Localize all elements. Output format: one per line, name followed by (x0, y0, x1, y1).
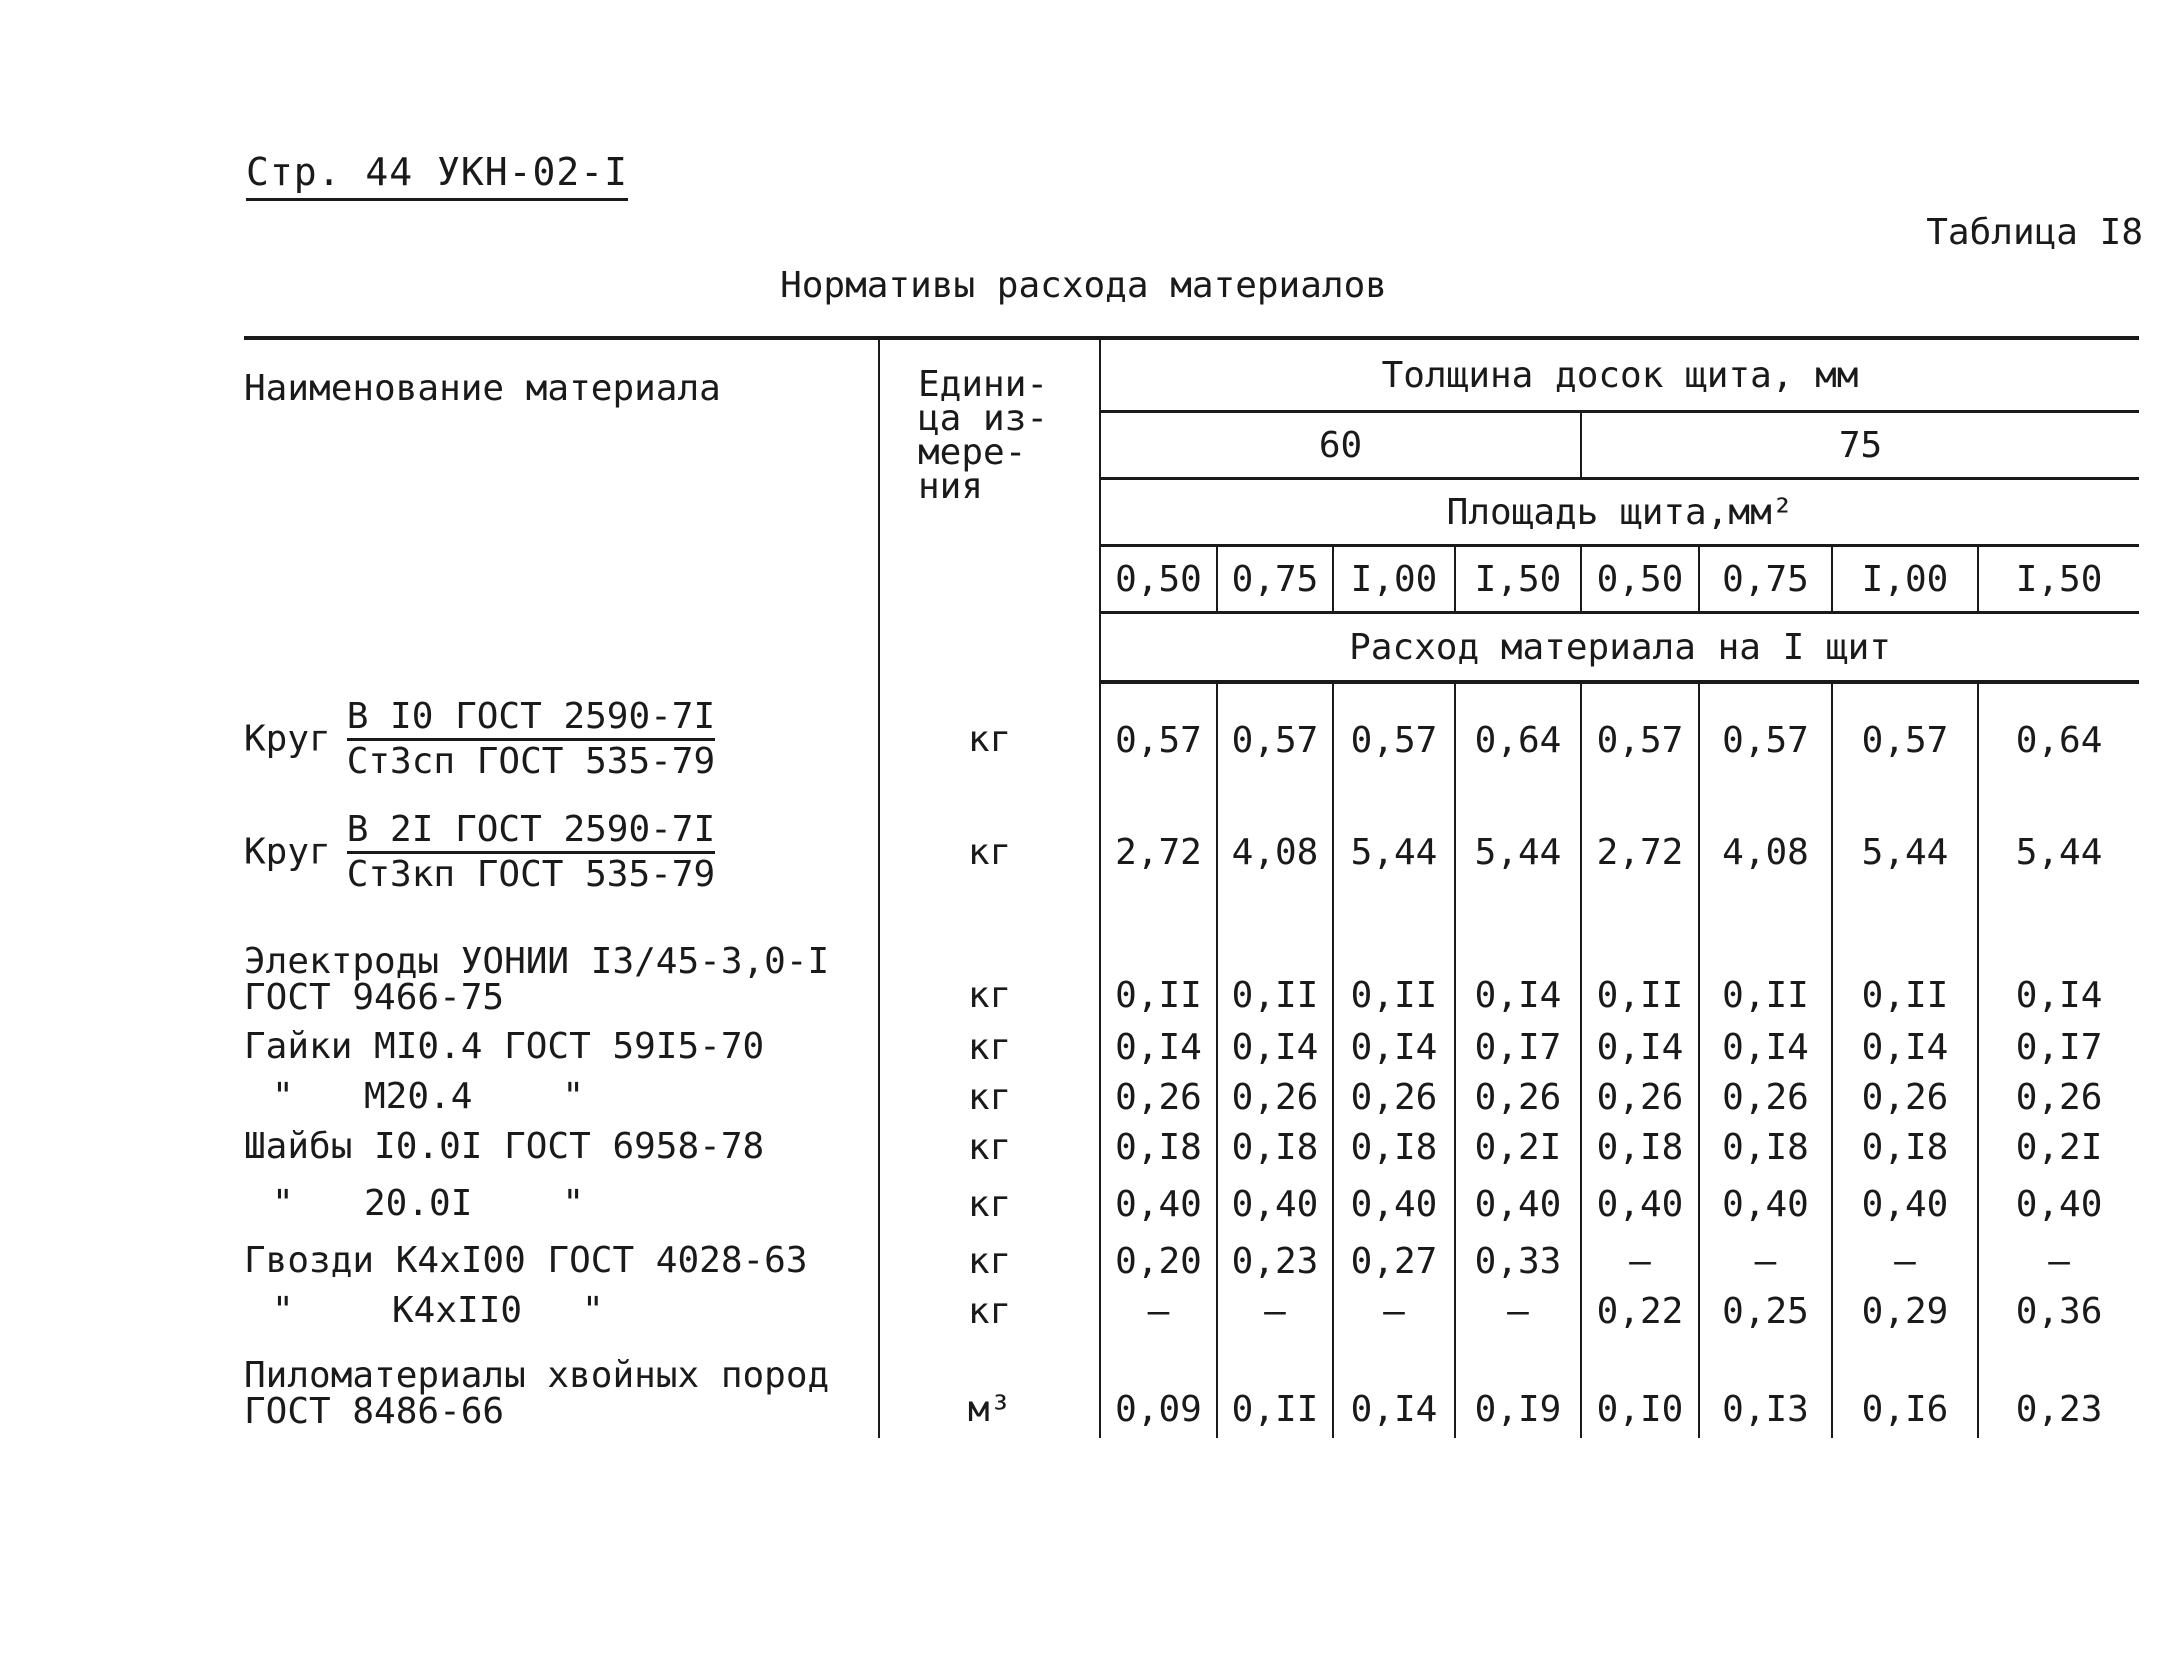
value-cell: 0,57 (1581, 682, 1699, 796)
unit-cell: кг (879, 908, 1100, 1022)
unit-cell: кг (879, 1172, 1100, 1236)
material-name (244, 908, 879, 1022)
value-cell: 0,29 (1832, 1286, 1978, 1336)
table-row (244, 1286, 2139, 1336)
value-cell: 0,I4 (1217, 1022, 1333, 1072)
value-cell: 0,II (1581, 908, 1699, 1022)
value-cell: – (1832, 1236, 1978, 1286)
value-cell: – (1333, 1286, 1455, 1336)
header-panel-area: Площадь щита,мм² (1100, 479, 2139, 546)
header-unit-line: мере- (918, 432, 1027, 473)
value-cell: – (1699, 1236, 1832, 1286)
header-area-value: 0,75 (1217, 546, 1333, 613)
ditto-mark: " (272, 1076, 294, 1117)
unit-cell: кг (879, 1022, 1100, 1072)
unit-cell: кг (879, 1122, 1100, 1172)
value-cell: 0,I4 (1333, 1336, 1455, 1438)
unit-cell: м³ (879, 1336, 1100, 1438)
header-area-value: I,00 (1832, 546, 1978, 613)
material-name: Гайки МI0.4 ГОСТ 59I5-70 (244, 1022, 879, 1072)
header-thickness-75: 75 (1581, 412, 2139, 479)
header-unit-line: ния (918, 466, 984, 507)
material-fraction (347, 809, 715, 896)
material-fraction (347, 696, 715, 783)
value-cell: 0,I9 (1455, 1336, 1581, 1438)
material-name-text: К4хII0 (392, 1290, 523, 1331)
value-cell: 0,40 (1333, 1172, 1455, 1236)
value-cell: 0,I4 (1832, 1022, 1978, 1072)
table-header (244, 338, 2139, 682)
table-body (244, 682, 2139, 1438)
value-cell: 4,08 (1217, 796, 1333, 908)
value-cell: 0,40 (1217, 1172, 1333, 1236)
ditto-mark: " (272, 1290, 294, 1331)
table-row (244, 1072, 2139, 1122)
material-name-line: ГОСТ 8486-66 (244, 1391, 505, 1432)
value-cell: 0,25 (1699, 1286, 1832, 1336)
value-cell: 0,I8 (1333, 1122, 1455, 1172)
value-cell: – (1217, 1286, 1333, 1336)
value-cell: 0,26 (1217, 1072, 1333, 1122)
fraction-numerator: В I0 ГОСТ 2590-7I (347, 696, 715, 741)
value-cell: – (2048, 1240, 2070, 1282)
value-cell: 0,I8 (1699, 1122, 1832, 1172)
material-name-line: Электроды УОНИИ I3/45-3,0-I (244, 941, 830, 982)
unit-cell: кг (879, 1072, 1100, 1122)
table-title: Нормативы расхода материалов (780, 265, 1387, 306)
material-name: Гвозди К4хI00 ГОСТ 4028-63 (244, 1236, 879, 1286)
materials-table (244, 336, 2139, 1438)
header-unit-line: ца из- (918, 398, 1049, 439)
value-cell: 0,26 (1100, 1072, 1217, 1122)
value-cell: 0,40 (1455, 1172, 1581, 1236)
value-cell: – (1100, 1286, 1217, 1336)
value-cell: 0,40 (1699, 1172, 1832, 1236)
unit-cell: кг (879, 1286, 1100, 1336)
table-row (244, 1236, 2139, 1286)
value-cell: 0,57 (1217, 682, 1333, 796)
header-area-value: 0,50 (1581, 546, 1699, 613)
value-cell: 0,64 (1455, 682, 1581, 796)
value-cell: 0,23 (2015, 1389, 2103, 1430)
value-cell: 0,26 (2015, 1076, 2103, 1118)
material-name (244, 1336, 879, 1438)
value-cell: 0,57 (1699, 682, 1832, 796)
table-row (244, 908, 2139, 1022)
table-row (244, 1122, 2139, 1172)
value-cell: 0,I4 (1455, 908, 1581, 1022)
value-cell: 0,II (1217, 908, 1333, 1022)
value-cell: 0,26 (1581, 1072, 1699, 1122)
fraction-denominator: Ст3сп ГОСТ 535-79 (346, 740, 716, 782)
value-cell: 0,I7 (1455, 1022, 1581, 1072)
value-cell: 0,I8 (1581, 1122, 1699, 1172)
value-cell: 0,40 (1100, 1172, 1217, 1236)
ditto-mark: " (272, 1183, 294, 1224)
value-cell: 0,2I (1455, 1122, 1581, 1172)
header-area-value: I,50 (1455, 546, 1581, 613)
header-area-value: 0,50 (1100, 546, 1217, 613)
value-cell: 5,44 (2015, 831, 2103, 873)
material-name-text: 20.0I (364, 1183, 473, 1224)
ditto-mark: " (582, 1290, 604, 1331)
value-cell: 0,II (1699, 908, 1832, 1022)
value-cell: 0,I7 (2015, 1026, 2103, 1068)
header-area-value: I,00 (1333, 546, 1455, 613)
value-cell: 0,II (1217, 1336, 1333, 1438)
value-cell: 0,I4 (1581, 1022, 1699, 1072)
value-cell: 0,09 (1100, 1336, 1217, 1438)
value-cell: 0,20 (1100, 1236, 1217, 1286)
material-name: Шайбы I0.0I ГОСТ 6958-78 (244, 1122, 879, 1172)
value-cell: 0,57 (1832, 682, 1978, 796)
value-cell: 0,II (1100, 908, 1217, 1022)
value-cell: 5,44 (1333, 796, 1455, 908)
value-cell: 0,I4 (2015, 975, 2103, 1016)
value-cell: 0,I8 (1832, 1122, 1978, 1172)
value-cell: 0,26 (1699, 1072, 1832, 1122)
value-cell: 0,36 (2015, 1290, 2103, 1332)
material-name-text: М20.4 (364, 1076, 473, 1117)
value-cell: 0,26 (1333, 1072, 1455, 1122)
value-cell: 0,22 (1581, 1286, 1699, 1336)
value-cell: – (1581, 1236, 1699, 1286)
value-cell: 0,40 (1581, 1172, 1699, 1236)
value-cell: 0,II (1832, 908, 1978, 1022)
value-cell: 5,44 (1455, 796, 1581, 908)
header-consumption: Расход материала на I щит (1100, 613, 2139, 683)
table-row (244, 1336, 2139, 1438)
value-cell: 0,I4 (1100, 1022, 1217, 1072)
value-cell: 0,26 (1832, 1072, 1978, 1122)
value-cell: 0,57 (1100, 682, 1217, 796)
header-unit (879, 338, 1100, 682)
value-cell: 0,33 (1455, 1236, 1581, 1286)
value-cell: 0,40 (2015, 1183, 2103, 1225)
value-cell: 2,72 (1581, 796, 1699, 908)
table-row (244, 1022, 2139, 1072)
material-name (244, 682, 879, 796)
value-cell: – (1455, 1286, 1581, 1336)
value-cell: 5,44 (1832, 796, 1978, 908)
table-row (244, 796, 2139, 908)
header-board-thickness: Толщина досок щита, мм (1100, 338, 2139, 412)
value-cell: 0,23 (1217, 1236, 1333, 1286)
unit-cell: кг (879, 796, 1100, 908)
header-area-value: 0,75 (1699, 546, 1832, 613)
unit-cell: кг (879, 1236, 1100, 1286)
page-reference: Стр. 44 УКН-02-I (246, 150, 628, 201)
material-name-line: Пиломатериалы хвойных пород (244, 1355, 830, 1396)
table-row (244, 682, 2139, 796)
header-unit-line: Едини- (918, 364, 1049, 405)
value-cell: 2,72 (1100, 796, 1217, 908)
value-cell: 0,I6 (1832, 1336, 1978, 1438)
value-cell: 0,I4 (1699, 1022, 1832, 1072)
value-cell: 0,2I (2015, 1126, 2103, 1168)
header-material-name: Наименование материала (244, 338, 879, 682)
value-cell: 0,I0 (1581, 1336, 1699, 1438)
material-name (244, 1286, 879, 1336)
value-cell: 0,II (1333, 908, 1455, 1022)
ditto-mark: " (562, 1076, 585, 1117)
value-cell: 0,26 (1455, 1072, 1581, 1122)
value-cell: 0,I3 (1699, 1336, 1832, 1438)
value-cell: 0,64 (2015, 719, 2103, 761)
value-cell: 4,08 (1699, 796, 1832, 908)
value-cell: 0,57 (1333, 682, 1455, 796)
material-name (244, 796, 879, 908)
header-thickness-60: 60 (1100, 412, 1581, 479)
material-prefix: Круг (244, 718, 331, 759)
value-cell: 0,27 (1333, 1236, 1455, 1286)
fraction-numerator: В 2I ГОСТ 2590-7I (347, 809, 715, 854)
table-row (244, 1172, 2139, 1236)
material-name (244, 1172, 879, 1236)
fraction-denominator: Ст3кп ГОСТ 535-79 (346, 853, 716, 895)
material-prefix: Круг (244, 831, 331, 872)
value-cell: 0,I8 (1217, 1122, 1333, 1172)
table-number: Таблица I8 (1926, 212, 2143, 253)
unit-cell: кг (879, 682, 1100, 796)
value-cell: 0,I8 (1100, 1122, 1217, 1172)
ditto-mark: " (562, 1183, 585, 1224)
value-cell: 0,40 (1832, 1172, 1978, 1236)
value-cell: 0,I4 (1333, 1022, 1455, 1072)
header-area-value: I,50 (1978, 546, 2139, 613)
material-name-line: ГОСТ 9466-75 (244, 977, 505, 1018)
material-name (244, 1072, 879, 1122)
